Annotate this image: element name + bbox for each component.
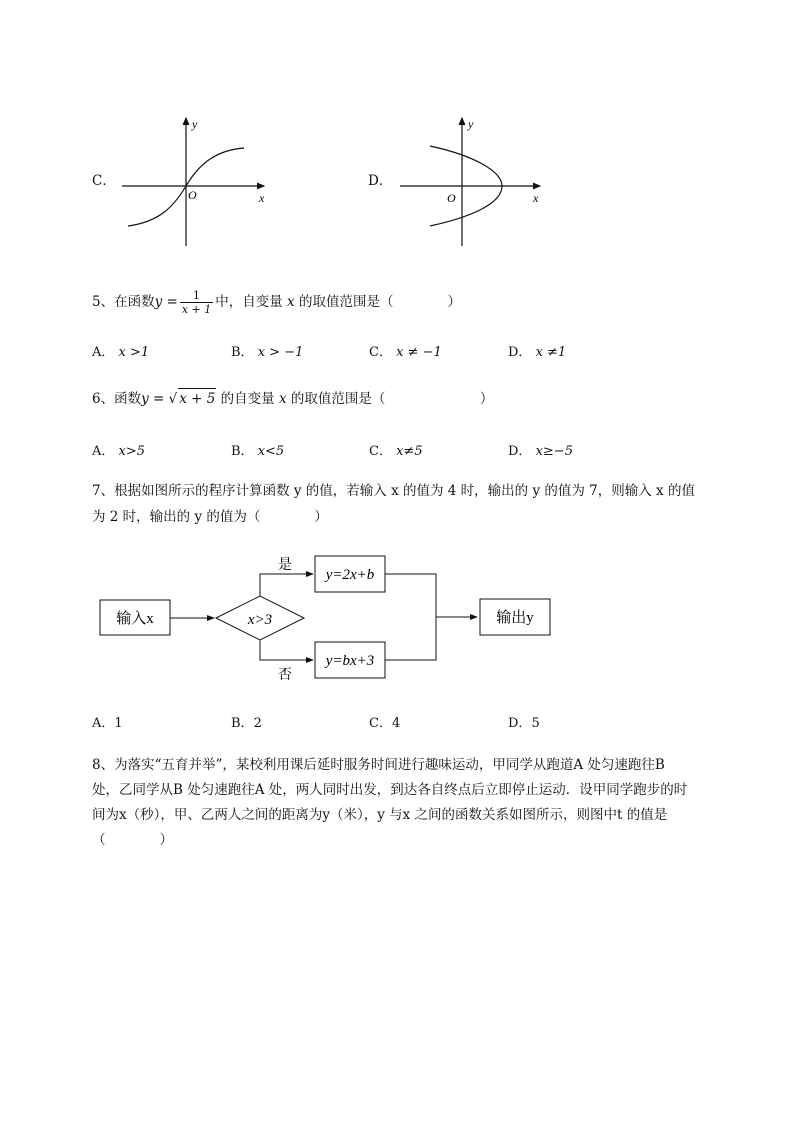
- q5-option-c-value: x ≠ −1: [396, 345, 442, 360]
- q5-option-b-value: x > −1: [257, 345, 304, 360]
- q6-var: x: [278, 391, 287, 407]
- q7-option-c-value: 4: [391, 716, 401, 731]
- flow-no-label: 否: [278, 668, 292, 683]
- graph-d-origin: O: [447, 191, 456, 205]
- graph-d-y-label: y: [468, 117, 474, 131]
- q7-option-c[interactable]: [369, 712, 400, 731]
- graph-c-y-label: y: [192, 117, 198, 131]
- q6-option-b-value: x<5: [257, 444, 285, 459]
- q6-prefix: 6、函数: [92, 391, 142, 407]
- q5-suffix: 的取值范围是（ ）: [298, 294, 461, 310]
- flow-yes-label: 是: [278, 558, 292, 573]
- q7-option-d-letter: D．: [508, 716, 532, 731]
- q6-radical-sign: √: [168, 391, 178, 407]
- q5-frac-den: x + 1: [181, 303, 212, 316]
- q7-option-b[interactable]: [231, 712, 262, 731]
- q5-option-a-value: x >1: [118, 345, 150, 360]
- option-d-label: D．: [368, 173, 393, 189]
- q6-option-c-letter: C．: [369, 444, 392, 459]
- q6-option-a-letter: A．: [92, 444, 115, 459]
- q6-option-b-letter: B．: [231, 444, 254, 459]
- q6-option-c[interactable]: [369, 440, 423, 459]
- flow-output-text: 输出y: [496, 610, 534, 626]
- q6-option-d-letter: D．: [508, 444, 532, 459]
- flow-no-box-text: y=bx+3: [325, 653, 375, 669]
- q5-option-a[interactable]: [92, 341, 149, 360]
- graph-c: [118, 112, 270, 252]
- q7-option-b-letter: B．: [231, 716, 254, 731]
- flow-decision-text: x>3: [247, 612, 273, 628]
- q7-option-d-value: 5: [531, 716, 540, 731]
- q7-option-c-letter: C．: [369, 716, 392, 731]
- q7-option-a-letter: A．: [92, 716, 115, 731]
- q6-func-lhs: y =: [141, 391, 165, 407]
- q5-prefix: 5、在函数: [92, 294, 155, 310]
- q5-option-c[interactable]: [369, 341, 442, 360]
- q5-option-d-value: x ≠1: [535, 345, 567, 360]
- q6-option-a[interactable]: [92, 440, 145, 459]
- q7-option-a-value: 1: [114, 716, 123, 731]
- question-6: [92, 388, 493, 409]
- q5-option-d-letter: D．: [508, 345, 532, 360]
- q7-option-b-value: 2: [253, 716, 262, 731]
- graph-d-x-label: x: [533, 191, 539, 205]
- q7-option-a[interactable]: [92, 712, 123, 731]
- question-8-line-1: 8、为落实“五育并举”，某校利用课后延时服务时间进行趣味运动，甲同学从跑道A 处匀速跑往B: [92, 757, 665, 773]
- q5-option-d[interactable]: [508, 341, 566, 360]
- q5-frac-num: 1: [193, 289, 201, 302]
- q6-option-d-value: x≥−5: [535, 444, 573, 459]
- q5-func-lhs: y =: [154, 294, 178, 310]
- question-8-line-3: 间为x（秒），甲、乙两人之间的距离为y（米），y 与x 之间的函数关系如图所示，则图中t 的值是: [92, 807, 668, 823]
- q7-flowchart: [96, 548, 556, 688]
- graph-d: [396, 112, 548, 252]
- flow-merge-line: [385, 574, 436, 660]
- flow-input-text: 输入x: [116, 611, 154, 627]
- q7-option-d[interactable]: [508, 712, 540, 731]
- q6-radicand: x + 5: [178, 388, 216, 409]
- q6-option-d[interactable]: [508, 440, 573, 459]
- q6-suffix: 的取值范围是（ ）: [290, 391, 494, 407]
- question-8-line-4: （ ）: [92, 832, 173, 848]
- q6-mid: 的自变量: [220, 391, 275, 407]
- q6-option-c-value: x≠5: [396, 444, 423, 459]
- flow-arrow-yes: [260, 574, 313, 596]
- option-c-label: C．: [92, 173, 116, 189]
- graph-c-origin: O: [188, 188, 197, 202]
- q5-fraction: [180, 289, 213, 316]
- graph-c-x-label: x: [259, 191, 265, 205]
- q5-option-b[interactable]: [231, 341, 303, 360]
- question-7-line-2: 为 2 时，输出的 y 的值为（ ）: [92, 509, 328, 525]
- q5-var: x: [287, 294, 295, 310]
- flow-yes-box-text: y=2x+b: [325, 567, 375, 583]
- q6-option-a-value: x>5: [118, 444, 146, 459]
- question-8-line-2: 处，乙同学从B 处匀速跑往A 处，两人同时出发，到达各自终点后立即停止运动．设甲同学跑步的时: [92, 782, 688, 798]
- q5-mid: 中，自变量: [215, 294, 283, 310]
- q6-option-b[interactable]: [231, 440, 284, 459]
- question-5: [92, 289, 461, 316]
- question-7-line-1: 7、根据如图所示的程序计算函数 y 的值，若输入 x 的值为 4 时，输出的 y 的值为 7，则输入 x 的值: [92, 483, 695, 499]
- flow-arrow-no: [260, 640, 313, 660]
- q5-option-a-letter: A．: [92, 345, 115, 360]
- q5-option-c-letter: C．: [369, 345, 392, 360]
- q5-option-b-letter: B．: [231, 345, 254, 360]
